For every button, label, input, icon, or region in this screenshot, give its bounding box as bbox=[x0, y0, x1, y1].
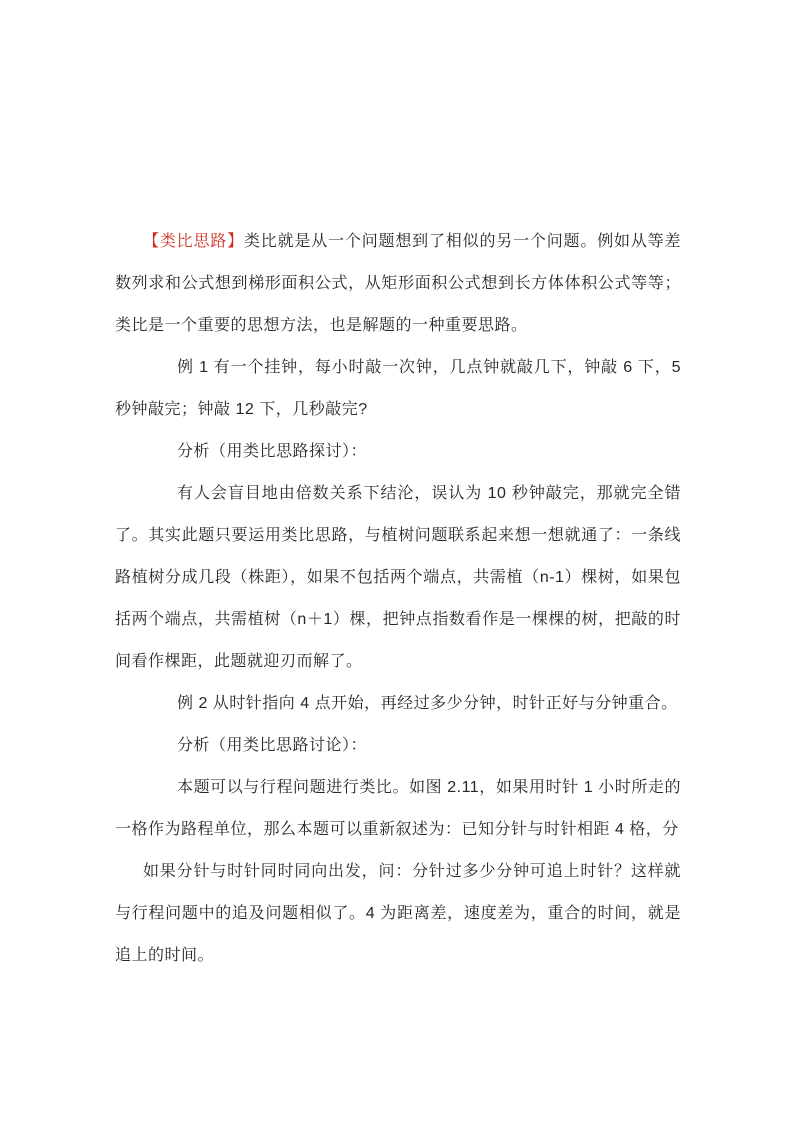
document-content bbox=[115, 221, 681, 977]
paragraph-intro bbox=[115, 221, 681, 347]
paragraph-analysis-1-heading: 分析（用类比思路探讨）： bbox=[177, 443, 368, 460]
paragraph-example-2: 例 2 从时针指向 4 点开始，再经过多少分钟，时针正好与分钟重合。 bbox=[177, 695, 678, 712]
paragraph-conclusion: 如果分针与时针同时同向出发，问：分针过多少分钟可追上时针？这样就与行程问题中的追及问题相似了。4 为距离差，速度差为，重合的时间，就是追上的时间。 bbox=[115, 863, 681, 964]
paragraph-analysis-2-body: 本题可以与行程问题进行类比。如图 2.11，如果用时针 1 小时所走的一格作为路程单位，那么本题可以重新叙述为：已知分针与时针相距 4 格，分 bbox=[115, 779, 681, 838]
highlighted-term: 【类比思路】 bbox=[143, 233, 244, 250]
paragraph-analysis-2-heading: 分析（用类比思路讨论）： bbox=[177, 737, 368, 754]
paragraph-analysis-1-body: 有人会盲目地由倍数关系下结沦，误认为 10 秒钟敲完，那就完全错了。其实此题只要运用类比思路，与植树问题联系起来想一想就通了：一条线路植树分成几段（株距），如果不包括两个端点，共需植（n-1）棵树，如果包括两个端点，共需植树（n＋1）棵，把钟点指数看作是一棵棵的树，把敲的时间看作棵距，此题就迎刃而解了。 bbox=[115, 485, 681, 670]
paragraph-example-1: 例 1 有一个挂钟，每小时敲一次钟，几点钟就敲几下，钟敲 6 下，5 秒钟敲完；钟敲 12 下，几秒敲完? bbox=[115, 359, 681, 418]
paragraph-intro-text: 类比就是从一个问题想到了相似的另一个问题。例如从等差数列求和公式想到梯形面积公式，从矩形面积公式想到长方体体积公式等等；类比是一个重要的思想方法，也是解题的一种重要思路。 bbox=[115, 233, 681, 334]
